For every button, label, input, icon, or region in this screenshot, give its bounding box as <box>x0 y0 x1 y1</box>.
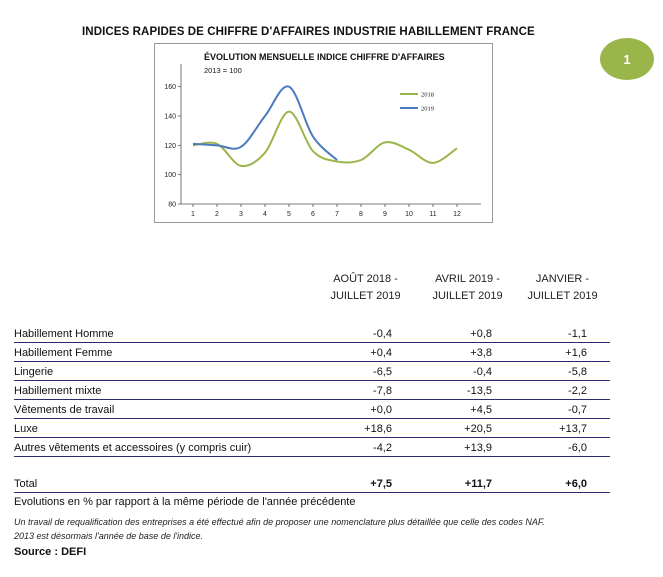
table-row <box>14 419 610 438</box>
row-value: -5,8 <box>568 366 587 378</box>
requalification-line1: Un travail de requalification des entreprises a été effectué afin de proposer une nomenclature plus détaillée que celle des codes NAF. <box>14 517 545 527</box>
chart-title: ÉVOLUTION MENSUELLE INDICE CHIFFRE D'AFFAIRES <box>204 52 445 62</box>
row-value: +0,0 <box>370 404 392 416</box>
col-header-aout-juillet <box>318 271 413 305</box>
y-tick-label: 120 <box>164 142 176 150</box>
row-label: Lingerie <box>14 366 54 378</box>
table-row <box>14 343 610 362</box>
row-value: +3,8 <box>470 347 492 359</box>
x-tick-label: 5 <box>287 211 291 218</box>
col-header-line1: JANVIER - <box>535 273 590 285</box>
total-value: +6,0 <box>565 478 587 490</box>
x-tick-label: 6 <box>311 211 315 218</box>
y-tick-label: 100 <box>164 172 176 180</box>
row-value: +1,6 <box>565 347 587 359</box>
legend-label-2019: 2019 <box>421 105 434 113</box>
row-label: Habillement Homme <box>14 328 114 340</box>
row-value: +13,7 <box>559 423 587 435</box>
table-row <box>14 324 610 343</box>
row-label: Autres vêtements et accessoires (y compris cuir) <box>14 442 252 454</box>
x-tick-label: 7 <box>335 211 339 218</box>
table-row <box>14 438 610 457</box>
table-row <box>14 400 610 419</box>
row-value: +0,4 <box>370 347 392 359</box>
x-tick-label: 11 <box>429 211 437 218</box>
table-total-row <box>14 474 610 493</box>
x-tick-label: 3 <box>239 211 243 218</box>
col-header-avril-juillet <box>420 271 515 305</box>
y-tick-label: 160 <box>164 84 176 92</box>
row-value: -0,4 <box>473 366 492 378</box>
row-value: -7,8 <box>373 385 392 397</box>
col-header-line2: JUILLET 2019 <box>330 290 401 302</box>
row-value: +4,5 <box>470 404 492 416</box>
row-value: +13,9 <box>464 442 492 454</box>
row-value: +0,8 <box>470 328 492 340</box>
x-tick-label: 12 <box>453 211 461 218</box>
col-header-line2: JUILLET 2019 <box>527 290 598 302</box>
x-tick-label: 9 <box>383 211 387 218</box>
row-label: Vêtements de travail <box>14 404 115 416</box>
x-tick-label: 4 <box>263 211 267 218</box>
page-number-badge: 1 <box>600 38 654 80</box>
row-value: -6,5 <box>373 366 392 378</box>
col-header-line2: JUILLET 2019 <box>432 290 503 302</box>
row-value: -0,4 <box>373 328 392 340</box>
requalification-note <box>14 515 614 543</box>
x-tick-label: 8 <box>359 211 363 218</box>
legend-label-2018: 2018 <box>421 91 434 99</box>
row-value: -1,1 <box>568 328 587 340</box>
table-row <box>14 362 610 381</box>
chart-container <box>154 43 493 223</box>
total-value: +11,7 <box>464 478 492 490</box>
row-label: Luxe <box>14 423 38 435</box>
requalification-line2: 2013 est désormais l'année de base de l'indice. <box>14 531 204 541</box>
x-tick-label: 1 <box>191 211 195 218</box>
row-value: +18,6 <box>364 423 392 435</box>
col-header-janvier-juillet <box>515 271 610 305</box>
evolution-note: Evolutions en % par rapport à la même période de l'année précédente <box>14 496 356 508</box>
series-line-2018 <box>193 112 457 166</box>
row-value: -4,2 <box>373 442 392 454</box>
row-value: -13,5 <box>466 385 492 397</box>
y-tick-label: 140 <box>164 113 176 121</box>
x-tick-label: 10 <box>405 211 413 218</box>
row-value: +20,5 <box>464 423 492 435</box>
total-value: +7,5 <box>370 478 392 490</box>
row-value: -0,7 <box>568 404 587 416</box>
col-header-line1: AOÛT 2018 - <box>333 273 398 285</box>
chart-subtitle: 2013 = 100 <box>204 66 242 75</box>
row-value: -2,2 <box>568 385 587 397</box>
source-note: Source : DEFI <box>14 546 87 558</box>
table-row <box>14 381 610 400</box>
total-label: Total <box>14 478 38 490</box>
col-header-line1: AVRIL 2019 - <box>435 273 500 285</box>
page-title: INDICES RAPIDES DE CHIFFRE D'AFFAIRES INDUSTRIE HABILLEMENT FRANCE <box>82 26 535 38</box>
series-line-2019 <box>193 86 337 160</box>
row-value: -6,0 <box>568 442 587 454</box>
row-label: Habillement Femme <box>14 347 113 359</box>
y-tick-label: 80 <box>168 201 176 209</box>
x-tick-label: 2 <box>215 211 219 218</box>
row-label: Habillement mixte <box>14 385 102 397</box>
